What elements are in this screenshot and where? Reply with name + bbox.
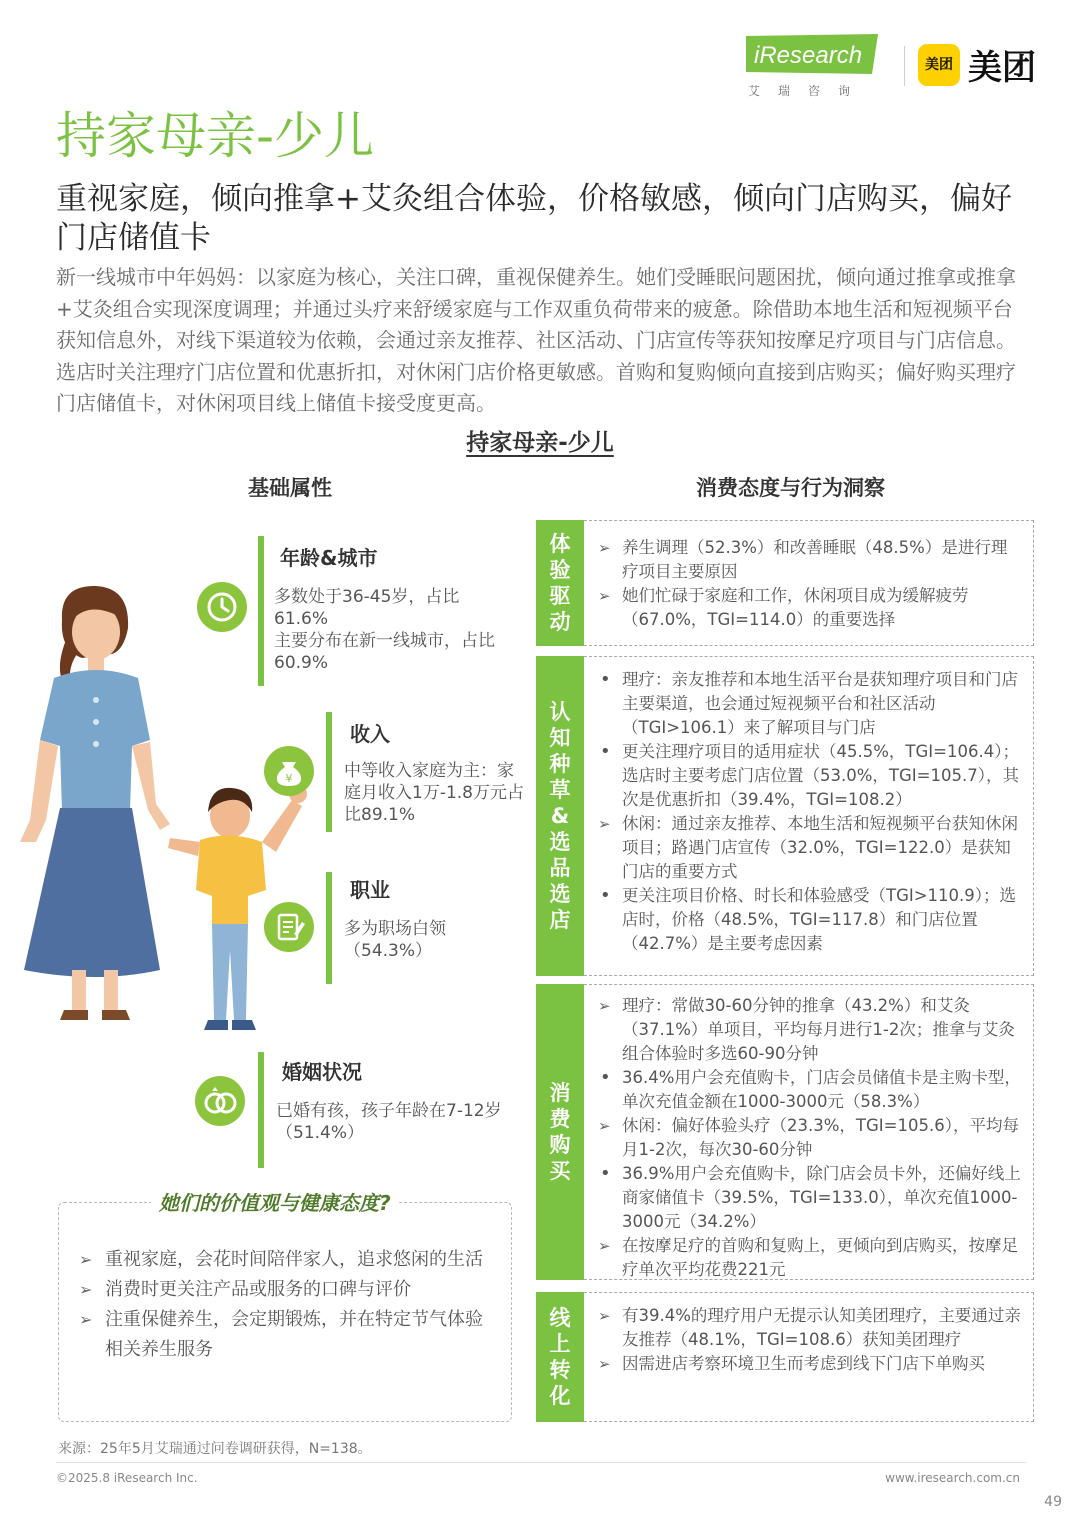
attribute-bar <box>326 712 332 832</box>
attribute-text: 中等收入家庭为主：家庭月收入1万-1.8万元占比89.1% <box>344 761 524 825</box>
iresearch-logo <box>746 34 878 74</box>
svg-text:iResearch: iResearch <box>754 42 863 69</box>
persona-title: 持家母亲-少儿 <box>466 430 614 456</box>
notepad-pen-icon <box>264 902 314 952</box>
meituan-wordmark: 美团 <box>968 48 1036 88</box>
attribute-age-city <box>258 536 508 686</box>
section-label-char: 上 <box>549 1332 571 1356</box>
section-list <box>598 668 1022 956</box>
section-label-char: & <box>550 804 570 828</box>
section-label-char: 认 <box>549 700 571 724</box>
attribute-text: 多数处于36-45岁，占比61.6% 主要分布在新一线城市，占比60.9% <box>274 587 495 673</box>
section-label-char: 草 <box>549 778 571 802</box>
section-label <box>536 656 584 976</box>
section-label-char: 转 <box>549 1358 571 1382</box>
values-item: ➢ 注重保健养生，会定期锻炼，并在特定节气体验相关养生服务 <box>79 1305 499 1365</box>
clock-icon <box>197 582 247 632</box>
section-purchase <box>536 984 1034 1280</box>
insight-item: • 理疗：亲友推荐和本地生活平台是获知理疗项目和门店主要渠道，也会通过短视频平台和社区活动（TGI>106.1）来了解项目与门店 <box>598 668 1022 740</box>
insight-item: ➢ 休闲：偏好体验头疗（23.3%，TGI=105.6），平均每月1-2次，每次30-60分钟 <box>598 1114 1022 1162</box>
insight-item: ➢ 有39.4%的理疗用户无提示认知美团理疗，主要通过亲友推荐（48.1%，TGI=108.6）获知美团理疗 <box>598 1304 1022 1352</box>
attribute-bar <box>258 536 264 686</box>
section-list <box>598 1304 1022 1376</box>
insight-item: • 36.9%用户会充值购卡，除门店会员卡外，还偏好线上商家储值卡（39.5%，TGI=133.0），单次充值1000-3000元（34.2%） <box>598 1162 1022 1234</box>
rings-icon <box>195 1076 245 1126</box>
section-label-char: 动 <box>549 610 571 634</box>
insight-item: • 36.4%用户会充值购卡，门店会员储值卡是主购卡型，单次充值金额在1000-3000元（58.3%） <box>598 1066 1022 1114</box>
footer-divider <box>56 1462 1026 1463</box>
svg-text:¥: ¥ <box>285 772 293 785</box>
section-label <box>536 1292 584 1422</box>
section-label-char: 选 <box>549 830 571 854</box>
values-title: 她们的价值观与健康态度? <box>151 1187 399 1216</box>
insight-item: ➢ 休闲：通过亲友推荐、本地生活和短视频平台获知休闲项目；路遇门店宣传（32.0%，TGI=122.0）是获知门店的重要方式 <box>598 812 1022 884</box>
section-label-char: 化 <box>549 1384 571 1408</box>
section-label-char: 品 <box>549 856 571 880</box>
section-label-char: 验 <box>549 558 571 582</box>
consumer-insights-heading: 消费态度与行为洞察 <box>696 476 885 500</box>
insight-item: • 更关注项目价格、时长和体验感受（TGI>110.9）；选店时，价格（48.5%，TGI=117.8）和门店位置（42.7%）是主要考虑因素 <box>598 884 1022 956</box>
section-online-conversion <box>536 1292 1034 1422</box>
values-list <box>79 1245 499 1365</box>
values-attitude-box <box>58 1191 512 1422</box>
headline: 重视家庭，倾向推拿+艾灸组合体验，价格敏感，倾向门店购买，偏好门店储值卡 <box>56 181 1012 256</box>
insight-item: ➢ 因需进店考察环境卫生而考虑到线下门店下单购买 <box>598 1352 1022 1376</box>
insight-item: ➢ 养生调理（52.3%）和改善睡眠（48.5%）是进行理疗项目主要原因 <box>598 536 1022 584</box>
section-label-char: 买 <box>549 1159 571 1183</box>
money-bag-icon <box>264 746 314 796</box>
insight-item: ➢ 在按摩足疗的首购和复购上，更倾向到店购买，按摩足疗单次平均花费221元 <box>598 1234 1022 1282</box>
insight-item: ➢ 她们忙碌于家庭和工作，休闲项目成为缓解疲劳（67.0%，TGI=114.0）的重要选择 <box>598 584 1022 632</box>
section-label-char: 费 <box>549 1107 571 1131</box>
section-label-char: 驱 <box>549 584 571 608</box>
insight-item: ➢ 理疗：常做30-60分钟的推拿（43.2%）和艾灸（37.1%）单项目，平均每月进行1-2次；推拿与艾灸组合体验时多选60-90分钟 <box>598 994 1022 1066</box>
section-label-char: 种 <box>549 752 571 776</box>
section-label-char: 购 <box>549 1133 571 1157</box>
header-logos <box>746 34 1046 104</box>
iresearch-subtitle: 艾瑞咨询 <box>748 84 869 98</box>
page-title: 持家母亲-少儿 <box>56 107 375 165</box>
attribute-title: 年龄&城市 <box>280 546 378 570</box>
attribute-income <box>326 712 526 832</box>
attribute-occupation <box>326 872 526 984</box>
section-experience-driven <box>536 520 1034 646</box>
insight-item: • 更关注理疗项目的适用症状（45.5%，TGI=106.4）；选店时主要考虑门店位置（53.0%，TGI=105.7），其次是优惠折扣（39.4%，TGI=108.2） <box>598 740 1022 812</box>
attribute-text: 多为职场白领（54.3%） <box>344 919 446 961</box>
section-label-char: 选 <box>549 882 571 906</box>
section-label-char: 消 <box>549 1081 571 1105</box>
section-label-char: 体 <box>549 532 571 556</box>
attribute-marital-status <box>258 1052 508 1168</box>
page-number: 49 <box>1044 1494 1062 1510</box>
attribute-text: 已婚有孩，孩子年龄在7-12岁（51.4%） <box>276 1101 502 1143</box>
section-label <box>536 984 584 1280</box>
attribute-title: 职业 <box>350 878 390 902</box>
section-label-char: 线 <box>549 1306 571 1330</box>
website-link[interactable]: www.iresearch.com.cn <box>885 1471 1020 1485</box>
basic-attributes-heading: 基础属性 <box>248 476 332 500</box>
section-list <box>598 994 1022 1282</box>
section-awareness-selection <box>536 656 1034 976</box>
attribute-title: 婚姻状况 <box>282 1060 362 1084</box>
values-item: ➢ 重视家庭，会花时间陪伴家人，追求悠闲的生活 <box>79 1245 499 1275</box>
attribute-title: 收入 <box>350 722 390 746</box>
intro-paragraph: 新一线城市中年妈妈：以家庭为核心，关注口碑，重视保健养生。她们受睡眠问题困扰，倾向通过推拿或推拿+艾灸组合实现深度调理；并通过头疗来舒缓家庭与工作双重负荷带来的疲惫。除借助本地生活和短视频平台获知信息外，对线下渠道较为依赖，会通过亲友推荐、社区活动、门店宣传等获知按摩足疗项目与门店信息。选店时关注理疗门店位置和优惠折扣，对休闲门店价格更敏感。首购和复购倾向直接到店购买；偏好购买理疗门店储值卡，对休闲项目线上储值卡接受度更高。 <box>56 265 1016 415</box>
values-item: ➢ 消费时更关注产品或服务的口碑与评价 <box>79 1275 499 1305</box>
attribute-bar <box>258 1052 264 1168</box>
section-list <box>598 536 1022 632</box>
section-label-char: 知 <box>549 726 571 750</box>
meituan-badge: 美团 <box>918 44 960 86</box>
logo-divider <box>904 46 905 86</box>
attribute-bar <box>326 872 332 984</box>
section-label-char: 店 <box>549 908 571 932</box>
section-label <box>536 520 584 646</box>
copyright: ©2025.8 iResearch Inc. <box>56 1471 198 1485</box>
source-note: 来源：25年5月艾瑞通过问卷调研获得，N=138。 <box>58 1441 372 1457</box>
